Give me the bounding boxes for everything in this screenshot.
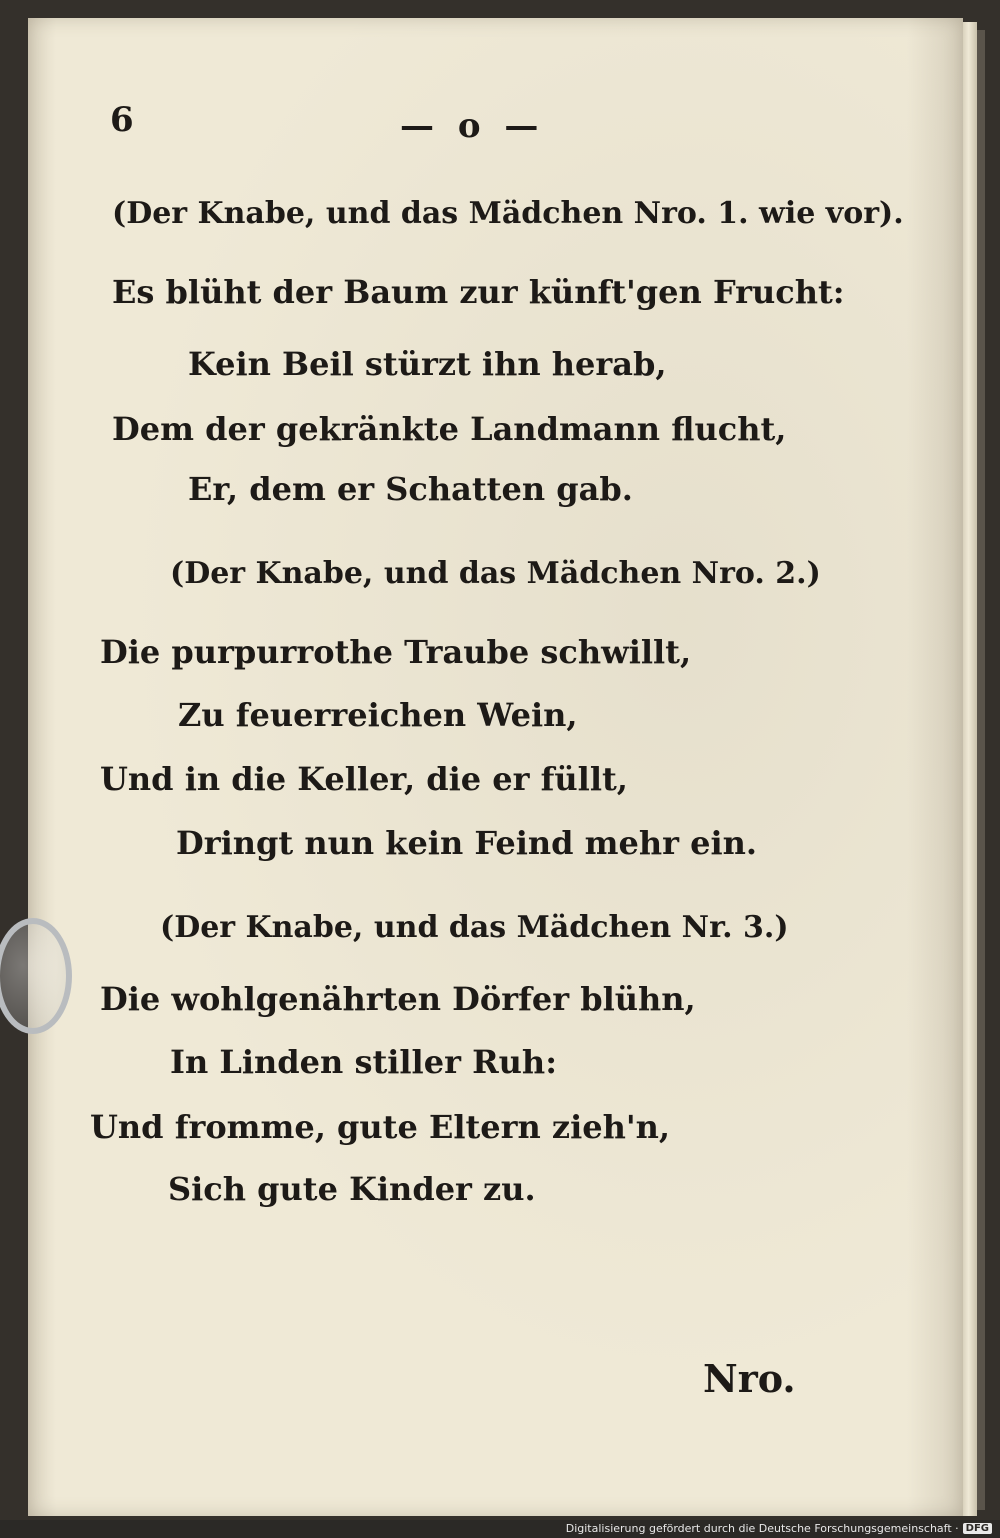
verse-line: Die purpurrothe Traube schwillt,: [100, 633, 692, 671]
verse-line: Zu feuerreichen Wein,: [178, 696, 578, 734]
verse-line: Dringt nun kein Feind mehr ein.: [176, 824, 758, 862]
verse-line: Und in die Keller, die er füllt,: [100, 760, 628, 798]
verse-line: Und fromme, gute Eltern zieh'n,: [90, 1108, 671, 1146]
catchword: Nro.: [703, 1356, 796, 1401]
page-edge-shadow: [977, 30, 985, 1510]
verse-line: Kein Beil stürzt ihn herab,: [188, 345, 667, 383]
dfg-logo: DFG: [963, 1523, 992, 1534]
stage-direction-3: (Der Knabe, und das Mädchen Nr. 3.): [160, 910, 789, 945]
verse-line: Es blüht der Baum zur künft'gen Frucht:: [112, 273, 845, 311]
footer-credit: [566, 1520, 992, 1536]
footer-credit-text: Digitalisierung gefördert durch die Deutsche Forschungsgemeinschaft ·: [565, 1521, 959, 1535]
book-page: [28, 18, 963, 1516]
verse-line: In Linden stiller Ruh:: [170, 1043, 557, 1081]
verse-line: Sich gute Kinder zu.: [168, 1170, 536, 1208]
stage-direction-1: (Der Knabe, und das Mädchen Nro. 1. wie vor).: [112, 196, 904, 231]
page-number: 6: [110, 100, 134, 140]
verse-line: Dem der gekränkte Landmann flucht,: [112, 410, 787, 448]
page-edge: [963, 22, 977, 1516]
verse-line: Die wohlgenährten Dörfer blühn,: [100, 980, 696, 1018]
stage-direction-2: (Der Knabe, und das Mädchen Nro. 2.): [170, 556, 821, 591]
header-ornament: — o —: [400, 106, 545, 146]
verse-line: Er, dem er Schatten gab.: [188, 470, 633, 508]
page-text: [28, 18, 963, 1516]
